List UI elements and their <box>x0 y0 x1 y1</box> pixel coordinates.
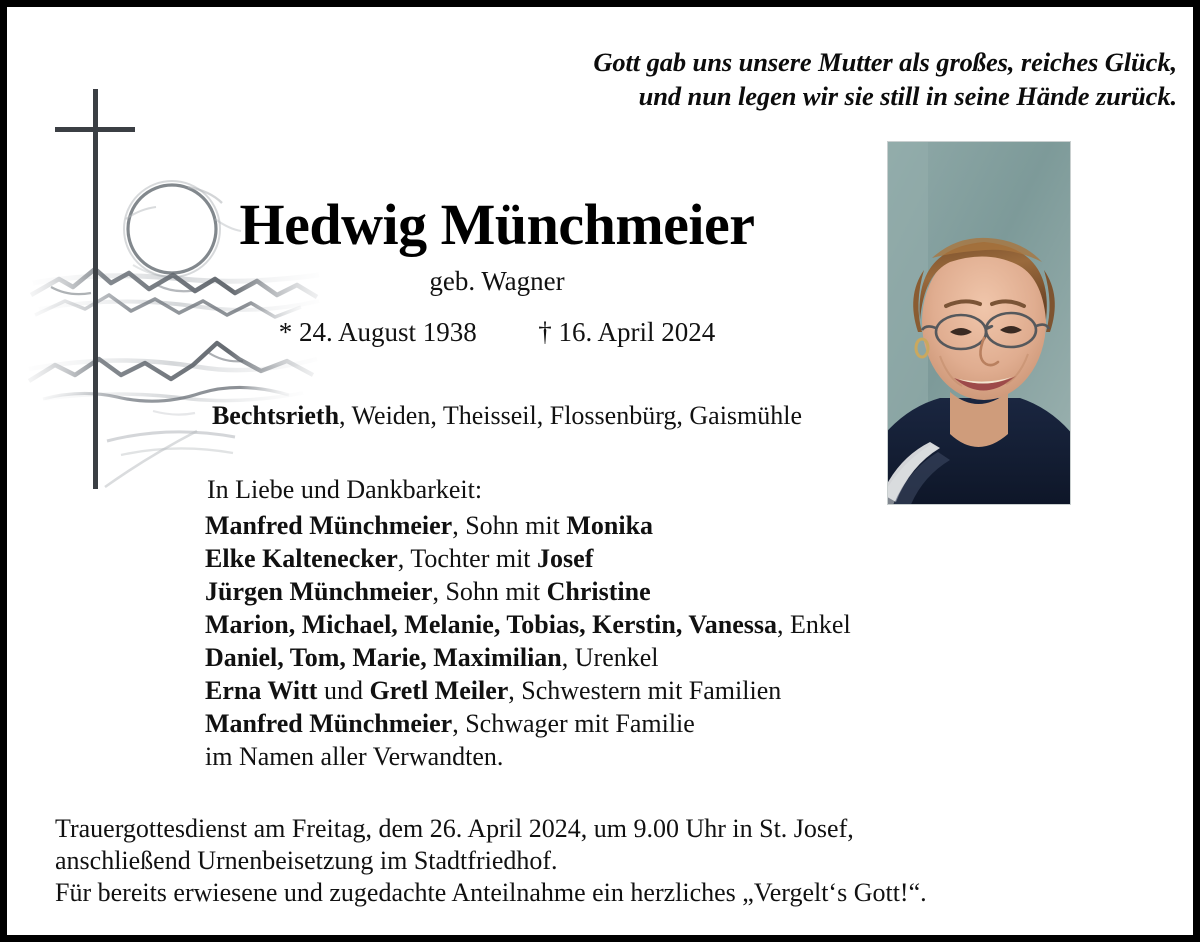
family-name-primary: Manfred Münchmeier <box>205 511 453 540</box>
family-line <box>205 641 1005 674</box>
family-relation: , Sohn mit <box>452 511 567 540</box>
birth-symbol: * <box>278 317 293 347</box>
family-name-primary: Daniel, Tom, Marie, Maximilian <box>205 643 562 672</box>
family-name-secondary: Monika <box>566 511 654 540</box>
family-relation: , Enkel <box>777 610 851 639</box>
death-symbol: † <box>538 317 552 347</box>
epigraph-verse <box>477 45 1177 113</box>
family-relation: , Schwager mit Familie <box>452 709 695 738</box>
family-name-primary: Jürgen Münchmeier <box>205 577 433 606</box>
family-relation: im Namen aller Verwandten. <box>205 742 504 771</box>
place-others: , Weiden, Theisseil, Flossenbürg, Gaismühle <box>339 401 803 430</box>
family-name-primary: Erna Witt <box>205 676 318 705</box>
latin-cross-icon <box>55 89 135 489</box>
family-name-secondary: Josef <box>537 544 594 573</box>
family-relation-tail: , Schwestern mit Familien <box>508 676 782 705</box>
family-intro: In Liebe und Dankbarkeit: <box>207 475 483 504</box>
life-dates <box>127 315 867 349</box>
mountain-ridge-lower <box>29 343 313 401</box>
family-name-primary: Elke Kaltenecker <box>205 544 398 573</box>
family-relation: , Tochter mit <box>397 544 538 573</box>
epigraph-line-2: und nun legen wir sie still in seine Hände zurück. <box>638 81 1177 111</box>
service-line-1: Trauergottesdienst am Freitag, dem 26. April 2024, um 9.00 Uhr in St. Josef, <box>55 814 854 843</box>
death-date: 16. April 2024 <box>558 317 716 347</box>
family-list <box>205 509 1005 773</box>
service-info <box>55 813 1165 909</box>
places-line <box>127 399 887 433</box>
birth-date: 24. August 1938 <box>298 317 477 347</box>
family-relation: und <box>317 676 370 705</box>
portrait-photo <box>888 142 1070 504</box>
family-line <box>205 674 1005 707</box>
family-line <box>205 740 1005 773</box>
card-inner <box>7 7 1193 935</box>
service-line-2: anschließend Urnenbeisetzung im Stadtfriedhof. <box>55 846 558 875</box>
family-name-primary: Marion, Michael, Melanie, Tobias, Kerstin, Vanessa <box>205 610 778 639</box>
family-name-primary: Manfred Münchmeier <box>205 709 453 738</box>
family-line <box>205 542 1005 575</box>
family-relation: , Sohn mit <box>432 577 547 606</box>
family-line <box>205 509 1005 542</box>
family-line <box>205 575 1005 608</box>
family-name-secondary: Gretl Meiler <box>369 676 509 705</box>
family-name-secondary: Christine <box>546 577 651 606</box>
family-relation: , Urenkel <box>561 643 659 672</box>
maiden-name: geb. Wagner <box>429 266 565 296</box>
page-title: Hedwig Münchmeier <box>239 192 755 257</box>
epigraph-line-1: Gott gab uns unsere Mutter als großes, reiches Glück, <box>593 47 1177 77</box>
service-line-3: Für bereits erwiesene und zugedachte Anteilnahme ein herzliches „Vergelt‘s Gott!“. <box>55 878 927 907</box>
place-home: Bechtsrieth <box>211 401 340 430</box>
family-line <box>205 608 1005 641</box>
family-block <box>205 473 1005 773</box>
family-line <box>205 707 1005 740</box>
